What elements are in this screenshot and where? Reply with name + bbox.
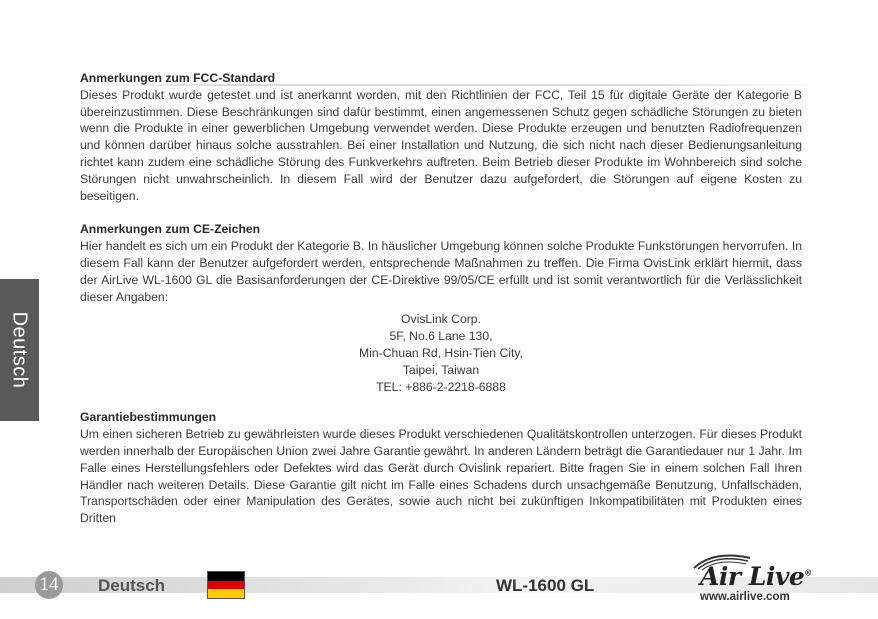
- address-company: OvisLink Corp.: [401, 312, 481, 327]
- warranty-paragraph: Um einen sicheren Betrieb zu gewährleisten wurde dieses Produkt verschiedenen Qualitätskontrollen unterzogen. Für dieses Produkt werden innerhalb der Europäischen Union zwei Jahre Garantie gewährt. In anderen Ländern beträgt die Garantiedauer nur 1 Jahr. Im Falle eines Herstellungsfehlers oder Defektes wird das Gerät durch Ovislink repariert. Bitte fragen Sie in einem solchen Fall Ihren Händler nach weiteren Details. Diese Garantie gilt nicht im Falle eines Schadens durch unsachgemäße Benutzung, Unfallschäden, Transportschäden oder einer Manipulation des Gerätes, sowie auch nicht bei zukünftigen Inkompatibilitäten mit Produkten eines Dritten: [80, 427, 802, 526]
- address-line-2: Min-Chuan Rd, Hsin-Tien City,: [359, 345, 523, 360]
- address-phone: TEL: +886-2-2218-6888: [376, 379, 506, 394]
- page-number: 14: [35, 571, 63, 599]
- page-content: [80, 70, 802, 527]
- company-address: [80, 311, 802, 395]
- footer-language: Deutsch: [98, 576, 166, 595]
- model-name: WL-1600 GL: [496, 576, 595, 595]
- german-flag-icon: [207, 571, 245, 599]
- address-line-1: 5F, No.6 Lane 130,: [389, 329, 493, 344]
- logo-wordmark: Air Live®: [700, 562, 812, 591]
- warranty-heading: Garantiebestimmungen: [80, 410, 217, 425]
- fcc-paragraph: Dieses Produkt wurde getestet und ist anerkannt worden, mit den Richtlinien der FCC, Teil 15 für digitale Geräte der Kategorie B übereinzustimmen. Diese Beschränkungen sind dafür bestimmt, einen angemessenen Schutz gegen schädliche Störungen zu bieten wenn die Produkte in einer gewerblichen Umgebung verwendet werden. Diese Produkte erzeugen und benutzten Radiofrequenzen und können darüber hinaus solche ausstrahlen. Bei einer Installation und Nutzung, die sich nicht nach dieser Bedienungsanleitung richtet kann zudem eine schädliche Störung des Funkverkehrs auftreten. Beim Betrieb dieser Produkte im Wohnbereich sind solche Störungen nicht unwahrscheinlich. In diesem Fall wird der Benutzer dazu aufgefordert, die Störungen auf eigene Kosten zu beseitigen.: [80, 87, 802, 203]
- logo-url: www.airlive.com: [700, 591, 790, 603]
- ce-heading: Anmerkungen zum CE-Zeichen: [80, 222, 261, 237]
- airlive-logo: [690, 552, 820, 604]
- side-tab-label: Deutsch: [8, 311, 31, 389]
- fcc-heading: Anmerkungen zum FCC-Standard: [80, 71, 276, 85]
- ce-paragraph: Hier handelt es sich um ein Produkt der Kategorie B. In häuslicher Umgebung können solche Produkte Funkstörungen hervorrufen. In diesem Fall kann der Benutzer aufgefordert werden, entsprechende Maßnahmen zu treffen. Die Firma OvisLink erklärt hiermit, dass der AirLive WL-1600 GL die Basisanforderungen der CE-Direktive 99/05/CE erfüllt und ist somit verantwortlich für die Verlässlichkeit dieser Angaben:: [80, 239, 802, 304]
- address-line-3: Taipei, Taiwan: [402, 362, 480, 377]
